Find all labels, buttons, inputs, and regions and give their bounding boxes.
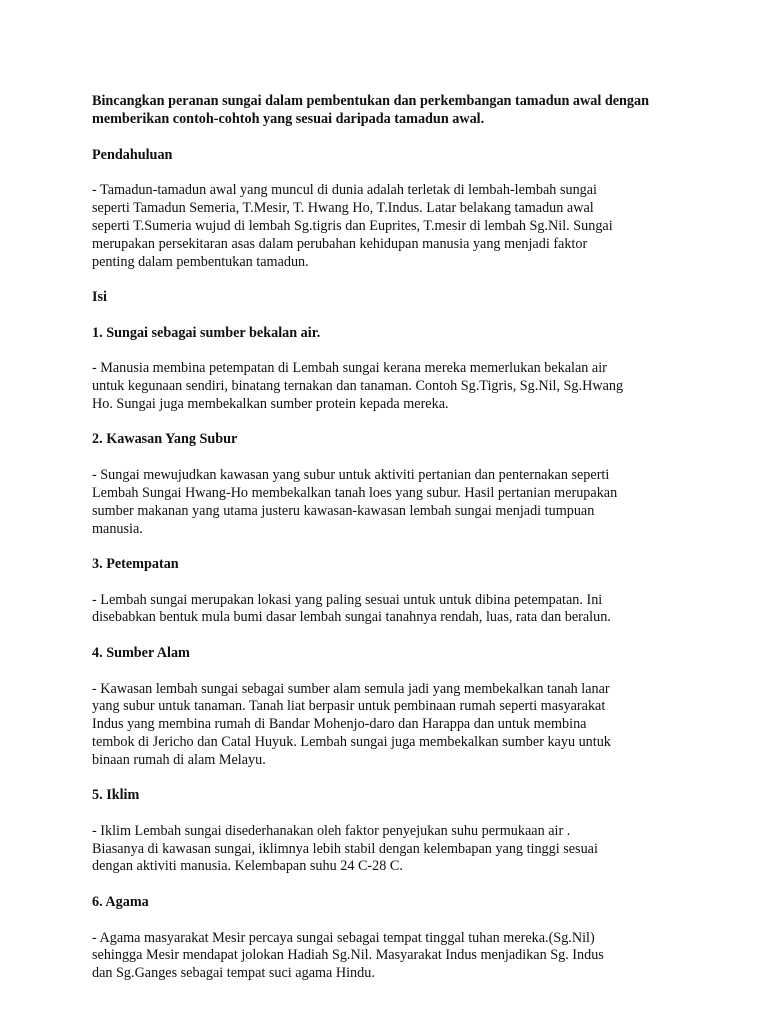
section-paragraph (92, 823, 692, 876)
paragraph-line: binaan rumah di alam Melayu. (92, 751, 266, 768)
paragraph-line: dan Sg.Ganges sebagai tempat suci agama Hindu. (92, 965, 375, 982)
paragraph-line: - Tamadun-tamadun awal yang muncul di dunia adalah terletak di lembah-lembah sungai (92, 182, 597, 199)
paragraph-line: dengan aktiviti manusia. Kelembapan suhu 24 C-28 C. (92, 858, 403, 875)
title-line: memberikan contoh-cohtoh yang sesuai daripada tamadun awal. (92, 110, 485, 127)
paragraph-line: sehingga Mesir mendapat jolokan Hadiah Sg.Nil. Masyarakat Indus menjadikan Sg. Indus (92, 947, 604, 964)
section-heading: 2. Kawasan Yang Subur (92, 431, 238, 448)
paragraph-line: - Iklim Lembah sungai disederhanakan oleh faktor penyejukan suhu permukaan air . (92, 822, 571, 839)
section-heading: 5. Iklim (92, 787, 140, 804)
section-paragraph (92, 182, 692, 271)
paragraph-line: - Kawasan lembah sungai sebagai sumber alam semula jadi yang membekalkan tanah lanar (92, 680, 610, 697)
paragraph-line: penting dalam pembentukan tamadun. (92, 253, 309, 270)
paragraph-line: seperti Tamadun Semeria, T.Mesir, T. Hwang Ho, T.Indus. Latar belakang tamadun awal (92, 200, 594, 217)
paragraph-line: merupakan persekitaran asas dalam perubahan kehidupan manusia yang menjadi faktor (92, 235, 588, 252)
document-title (92, 93, 692, 129)
paragraph-line: - Lembah sungai merupakan lokasi yang paling sesuai untuk untuk dibina petempatan. Ini (92, 591, 603, 608)
section-paragraph (92, 592, 692, 628)
section-heading: 6. Agama (92, 893, 149, 910)
paragraph-line: untuk kegunaan sendiri, binatang ternakan dan tanaman. Contoh Sg.Tigris, Sg.Nil, Sg.Hwang (92, 378, 624, 395)
paragraph-line: yang subur untuk tanaman. Tanah liat berpasir untuk pembinaan rumah seperti masyarakat (92, 698, 606, 715)
title-line: Bincangkan peranan sungai dalam pembentukan dan perkembangan tamadun awal dengan (92, 93, 650, 109)
paragraph-line: manusia. (92, 520, 143, 537)
section-paragraph (92, 681, 692, 770)
paragraph-line: sumber makanan yang utama justeru kawasan-kawasan lembah sungai menjadi tumpuan (92, 502, 595, 519)
section-heading: Pendahuluan (92, 146, 173, 163)
paragraph-line: Biasanya di kawasan sungai, iklimnya lebih stabil dengan kelembapan yang tinggi sesuai (92, 840, 598, 857)
paragraph-line: - Sungai mewujudkan kawasan yang subur untuk aktiviti pertanian dan penternakan seperti (92, 467, 610, 484)
paragraph-line: disebabkan bentuk mula bumi dasar lembah sungai tanahnya rendah, luas, rata dan beralun. (92, 609, 611, 626)
section-heading: 4. Sumber Alam (92, 644, 190, 661)
paragraph-line: - Manusia membina petempatan di Lembah sungai kerana mereka memerlukan bekalan air (92, 360, 607, 377)
paragraph-line: seperti T.Sumeria wujud di lembah Sg.tigris dan Euprites, T.mesir di lembah Sg.Nil. Sungai (92, 217, 613, 234)
document-content (92, 93, 692, 1000)
paragraph-line: - Agama masyarakat Mesir percaya sungai sebagai tempat tinggal tuhan mereka.(Sg.Nil) (92, 929, 595, 946)
section-heading: Isi (92, 288, 107, 305)
section-heading: 1. Sungai sebagai sumber bekalan air. (92, 324, 321, 341)
paragraph-line: Indus yang membina rumah di Bandar Mohenjo-daro dan Harappa dan untuk membina (92, 716, 587, 733)
paragraph-line: Lembah Sungai Hwang-Ho membekalkan tanah loes yang subur. Hasil pertanian merupakan (92, 484, 618, 501)
paragraph-line: tembok di Jericho dan Catal Huyuk. Lembah sungai juga membekalkan sumber kayu untuk (92, 733, 611, 750)
section-heading: 3. Petempatan (92, 555, 179, 572)
paragraph-line: Ho. Sungai juga membekalkan sumber protein kepada mereka. (92, 396, 449, 413)
section-paragraph (92, 360, 692, 413)
section-paragraph (92, 467, 692, 538)
section-paragraph (92, 930, 692, 983)
